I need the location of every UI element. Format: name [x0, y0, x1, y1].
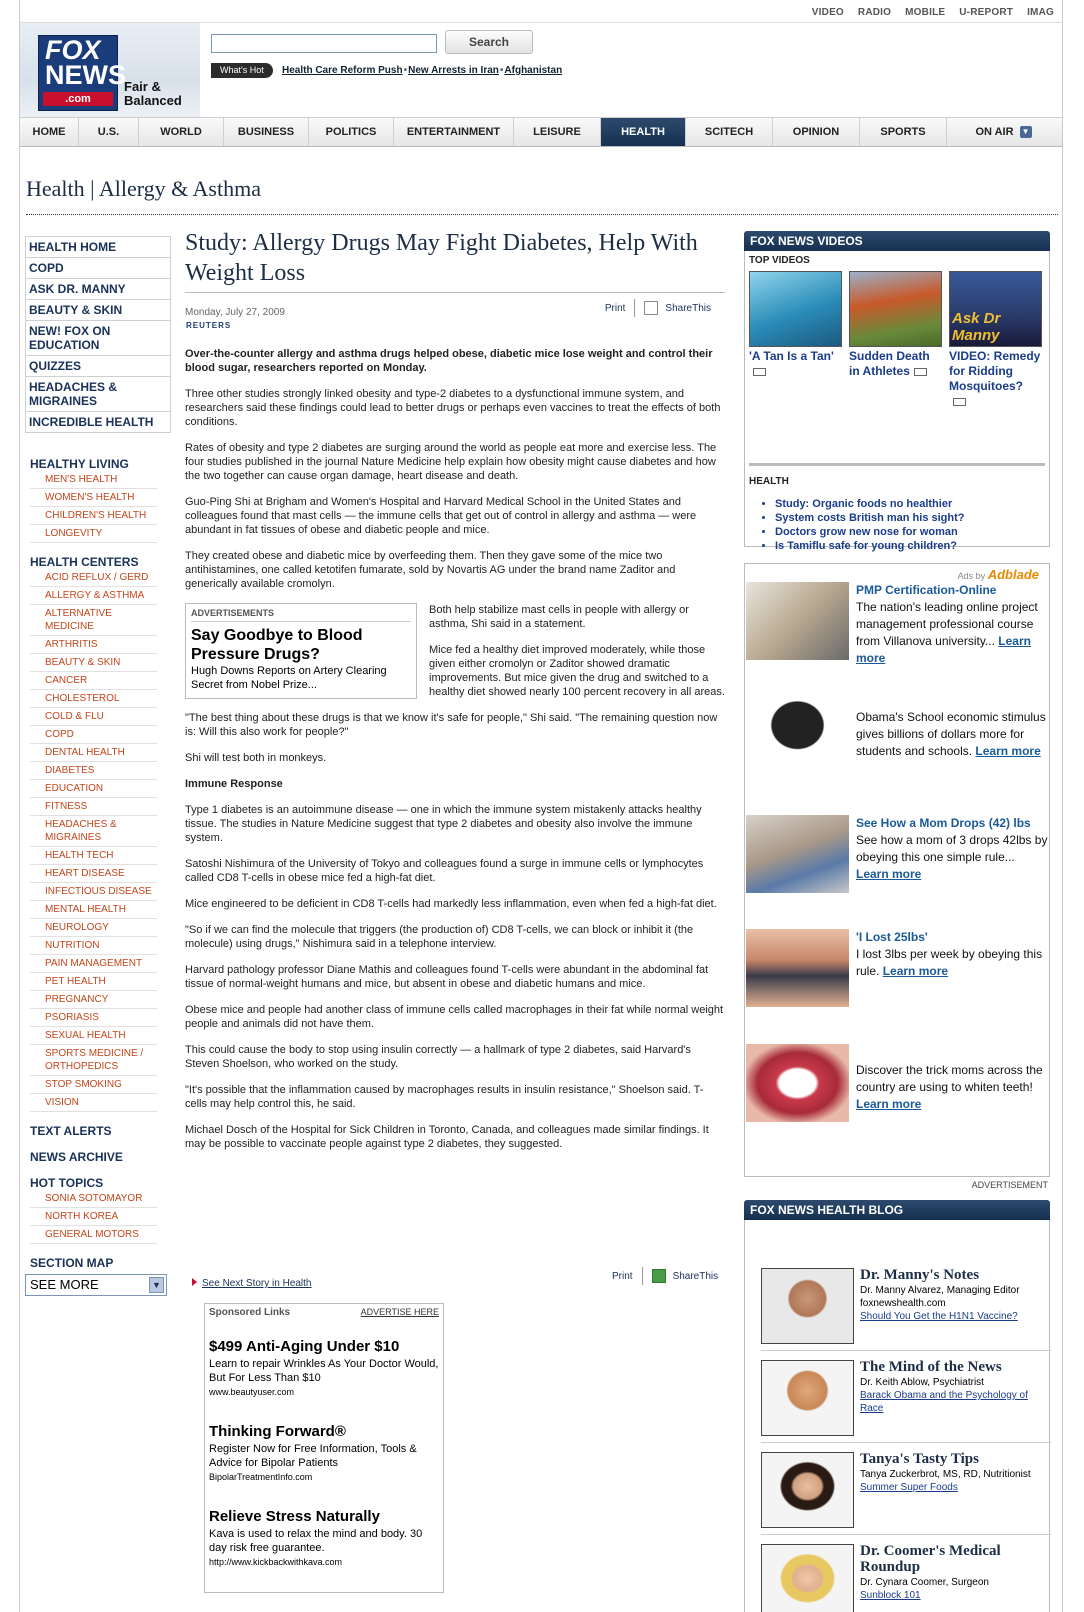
- sponsored-item[interactable]: [209, 1508, 439, 1567]
- ad-title[interactable]: 'I Lost 25lbs': [856, 930, 928, 944]
- health-center-item[interactable]: DENTAL HEALTH: [30, 744, 157, 762]
- hot-topics-heading: HOT TOPICS: [30, 1176, 104, 1190]
- inline-advertisement[interactable]: [185, 603, 417, 699]
- left-health-home[interactable]: HEALTH HOME: [26, 237, 170, 258]
- left-copd[interactable]: COPD: [26, 258, 170, 279]
- sponsored-title: Sponsored Links: [209, 1307, 291, 1318]
- nav-opinion[interactable]: OPINION: [773, 118, 860, 146]
- video-item[interactable]: [949, 271, 1042, 409]
- sponsored-item-desc: Learn to repair Wrinkles As Your Doctor Would, But For Less Than $10: [209, 1358, 439, 1384]
- next-story-link[interactable]: See Next Story in Health: [202, 1278, 312, 1289]
- adblade-box: [744, 563, 1050, 1177]
- video-camera-icon: [753, 368, 766, 376]
- hot-topic-item[interactable]: GENERAL MOTORS: [30, 1226, 157, 1244]
- sponsored-item-desc: Kava is used to relax the mind and body. 30 day risk free guarantee.: [209, 1528, 423, 1554]
- blog-byline: Dr. Cynara Coomer, Surgeon: [860, 1577, 989, 1588]
- adblade-logo[interactable]: Adblade: [987, 567, 1039, 582]
- health-center-item[interactable]: BEAUTY & SKIN: [30, 654, 157, 672]
- blog-link[interactable]: Should You Get the H1N1 Vaccine?: [860, 1311, 1018, 1322]
- learn-more-link[interactable]: Learn more: [856, 1097, 922, 1111]
- learn-more-link[interactable]: Learn more: [882, 964, 949, 978]
- nav-business[interactable]: BUSINESS: [224, 118, 309, 146]
- blog-byline: Tanya Zuckerbrot, MS, RD, Nutritionist: [860, 1469, 1031, 1480]
- video-caption[interactable]: VIDEO: Remedy for Ridding Mosquitoes?: [949, 349, 1041, 393]
- hot-link-afghanistan[interactable]: Afghanistan: [504, 65, 563, 76]
- article-paragraph: Type 1 diabetes is an autoimmune disease — one in which the immune system mistakenly attacks healthy tissue. The studies in Nature Medicine suggest that type 2 diabetes and obesity also involve the immune system.: [185, 804, 702, 844]
- section-map-select[interactable]: SEE MORE ▼: [25, 1274, 167, 1296]
- sponsored-item-title[interactable]: Relieve Stress Naturally: [209, 1508, 380, 1525]
- article-paragraph: "So if we can find the molecule that triggers (the production of) CD8 T-cells, we can block or inhibit it (the molecule) using drugs," Nishimura said in a telephone interview.: [185, 924, 694, 950]
- video-thumbnail[interactable]: [749, 271, 842, 347]
- ad-image[interactable]: [746, 929, 849, 1007]
- article: [185, 228, 725, 1163]
- ad-title[interactable]: See How a Mom Drops (42) lbs: [856, 816, 1031, 830]
- print-link[interactable]: Print: [612, 1270, 633, 1282]
- nav-politics[interactable]: POLITICS: [309, 118, 394, 146]
- health-center-item[interactable]: VISION: [30, 1094, 157, 1112]
- video-caption[interactable]: Sudden Death in Athletes: [849, 349, 930, 378]
- health-center-item[interactable]: PSORIASIS: [30, 1009, 157, 1027]
- left-quizzes[interactable]: QUIZZES: [26, 356, 170, 377]
- health-center-item[interactable]: ARTHRITIS: [30, 636, 157, 654]
- article-date: Monday, July 27, 2009: [185, 307, 285, 318]
- left-nav: [25, 236, 171, 1296]
- left-headaches[interactable]: HEADACHES & MIGRAINES: [26, 377, 170, 412]
- blogger-photo[interactable]: [761, 1360, 854, 1436]
- blogger-photo[interactable]: [761, 1544, 854, 1612]
- nav-world[interactable]: WORLD: [139, 118, 224, 146]
- learn-more-link[interactable]: Learn more: [856, 634, 1031, 665]
- article-paragraph: This could cause the body to stop using insulin correctly — a hallmark of type 2 diabetes, said Harvard's Steven Shoelson, who worked on the study.: [185, 1044, 691, 1070]
- ask-dr-manny-thumb-text: Ask Dr Manny: [952, 310, 1001, 344]
- health-center-item[interactable]: COLD & FLU: [30, 708, 157, 726]
- health-link[interactable]: • Doctors grow new nose for woman: [775, 525, 1045, 539]
- article-paragraph: "It's possible that the inflammation caused by macrophages results in insulin resistance," Shoelson said. T-cells may help control this, he said.: [185, 1084, 704, 1110]
- health-link[interactable]: • Is Tamiflu safe for young children?: [775, 539, 1045, 553]
- health-links: [749, 497, 1045, 553]
- util-video-link[interactable]: VIDEO: [811, 7, 844, 18]
- ad-text: Discover the trick moms across the country are using to whiten teeth!: [856, 1063, 1043, 1094]
- blog-title[interactable]: Dr. Manny's Notes: [860, 1267, 980, 1283]
- whats-hot-links: Health Care Reform Push•New Arrests in Iran•Afghanistan: [282, 65, 563, 76]
- advertise-here-link[interactable]: ADVERTISE HERE: [360, 1307, 439, 1317]
- videos-header: FOX NEWS VIDEOS: [744, 231, 1050, 251]
- advertisement-label: ADVERTISEMENT: [971, 1180, 1048, 1190]
- section-map-heading: SECTION MAP: [30, 1256, 114, 1270]
- tagline: Fair & Balanced: [124, 79, 182, 108]
- hot-link-iran[interactable]: New Arrests in Iran: [408, 65, 499, 76]
- search-input[interactable]: [211, 34, 437, 53]
- health-center-item[interactable]: PREGNANCY: [30, 991, 157, 1009]
- news-archive-link[interactable]: NEWS ARCHIVE: [30, 1150, 123, 1164]
- videos-divider: [749, 463, 1045, 466]
- ad-text: Obama's School economic stimulus gives billions of dollars more for students and schools.: [856, 710, 1046, 758]
- share-link[interactable]: ShareThis: [672, 1270, 719, 1282]
- arrow-right-icon: [192, 1278, 197, 1286]
- blog-title[interactable]: Dr. Coomer's Medical Roundup: [860, 1543, 1001, 1575]
- util-mobile-link[interactable]: MOBILE: [905, 7, 946, 18]
- video-item[interactable]: [749, 271, 842, 409]
- blog-item[interactable]: [761, 1268, 1051, 1344]
- logo-news: NEWS: [45, 60, 126, 90]
- nav-on-air[interactable]: ON AIR ▼: [947, 118, 1060, 146]
- nav-sports[interactable]: SPORTS: [860, 118, 947, 146]
- main-nav: [20, 117, 1062, 147]
- section-divider: [26, 214, 1058, 215]
- search-button[interactable]: Search: [445, 30, 533, 54]
- health-center-item[interactable]: DIABETES: [30, 762, 157, 780]
- ad-title[interactable]: Say Goodbye to Blood Pressure Drugs?: [191, 627, 363, 663]
- learn-more-link[interactable]: Learn more: [856, 867, 922, 881]
- health-link[interactable]: • System costs British man his sight?: [775, 511, 1045, 525]
- ad-image[interactable]: [746, 815, 849, 893]
- nav-home[interactable]: HOME: [20, 118, 79, 146]
- sponsored-item-desc: Register Now for Free Information, Tools & Advice for Bipolar Patients: [209, 1443, 417, 1469]
- video-thumbs: [749, 271, 1045, 409]
- article-paragraph: Rates of obesity and type 2 diabetes are surging around the world as people eat more and exercise less. The four studies published in the journal Nature Medicine help explain how obesity might cause diabetes and how the two together can cause organ damage, heart disease and death.: [185, 442, 717, 482]
- left-ask-dr-manny[interactable]: ASK DR. MANNY: [26, 279, 170, 300]
- print-share-bar: [605, 299, 711, 317]
- left-fox-on-education[interactable]: NEW! FOX ON EDUCATION: [26, 321, 170, 356]
- print-link[interactable]: Print: [604, 302, 626, 314]
- ad-image[interactable]: [746, 1044, 849, 1122]
- blogger-photo[interactable]: [761, 1268, 854, 1344]
- sponsored-item[interactable]: [209, 1423, 439, 1482]
- health-center-item[interactable]: PAIN MANAGEMENT: [30, 955, 157, 973]
- blog-title[interactable]: The Mind of the News: [860, 1359, 1002, 1375]
- sponsored-item-url[interactable]: BipolarTreatmentInfo.com: [209, 1472, 313, 1482]
- healthy-living-list: [25, 471, 171, 543]
- health-center-item[interactable]: HEALTH TECH: [30, 847, 157, 865]
- chevron-down-icon: ▼: [149, 1277, 164, 1293]
- article-meta: [185, 293, 725, 347]
- blog-divider: [761, 1350, 1051, 1351]
- logo-fox: FOX: [45, 35, 101, 65]
- text-alerts-link[interactable]: TEXT ALERTS: [30, 1124, 112, 1138]
- left-sub-item[interactable]: LONGEVITY: [30, 525, 157, 543]
- health-center-item[interactable]: MENTAL HEALTH: [30, 901, 157, 919]
- blog-byline: Dr. Manny Alvarez, Managing Editor foxnewshealth.com: [860, 1285, 1020, 1309]
- health-center-item[interactable]: NEUROLOGY: [30, 919, 157, 937]
- article-headline: Study: Allergy Drugs May Fight Diabetes, Help With Weight Loss: [185, 230, 698, 286]
- header: [20, 22, 1062, 118]
- nav-health[interactable]: HEALTH: [601, 118, 686, 146]
- health-center-item[interactable]: ALLERGY & ASTHMA: [30, 587, 157, 605]
- ad-image[interactable]: [746, 694, 849, 772]
- ad-label: ADVERTISEMENTS: [191, 608, 411, 622]
- share-link[interactable]: ShareThis: [665, 302, 711, 314]
- article-paragraph: They created obese and diabetic mice by overfeeding them. Then they gave some of the mice two antihistamines, one called ketotifen fumarate, sold by Novartis AG under the brand name Zaditor and generically available cromolyn.: [185, 550, 676, 590]
- ads-by-label: Ads by Adblade: [957, 567, 1039, 582]
- article-paragraph: Guo-Ping Shi at Brigham and Women's Hospital and Harvard Medical School in the United States and colleagues found that mast cells — the immune cells that get out of control in allergy and asthma — were abundant in fat tissues of obese and diabetic people and mice.: [185, 496, 697, 536]
- ad-text: I lost 3lbs per week by obeying this rule.: [856, 947, 1043, 978]
- health-center-item[interactable]: NUTRITION: [30, 937, 157, 955]
- article-body: [185, 347, 725, 1151]
- top-videos-label: TOP VIDEOS: [749, 255, 810, 266]
- video-camera-icon: [914, 368, 927, 376]
- utility-nav: [798, 7, 1054, 18]
- sponsored-item-url[interactable]: www.beautyuser.com: [209, 1387, 295, 1397]
- section-title: Health | Allergy & Asthma: [26, 176, 261, 201]
- share-icon[interactable]: [652, 1269, 666, 1283]
- article-paragraph: Mice engineered to be deficient in CD8 T-cells had markedly less inflammation, even when fed a high-fat diet.: [185, 898, 717, 910]
- sponsored-item-title[interactable]: Thinking Forward®: [209, 1423, 346, 1440]
- ad-text[interactable]: Hugh Downs Reports on Artery Clearing Secret from Nobel Prize...: [191, 665, 387, 691]
- next-story: [192, 1278, 312, 1289]
- article-paragraph: Three other studies strongly linked obesity and type-2 diabetes to a dysfunctional immune system, and researchers said these findings could lead to better drugs or perhaps even vaccines to treat the effects of both conditions.: [185, 388, 721, 428]
- blog-item[interactable]: [761, 1452, 1051, 1528]
- video-item[interactable]: [849, 271, 942, 409]
- left-sub-item[interactable]: CHILDREN'S HEALTH: [30, 507, 157, 525]
- health-center-item[interactable]: CANCER: [30, 672, 157, 690]
- nav-us[interactable]: U.S.: [79, 118, 139, 146]
- learn-more-link[interactable]: Learn more: [975, 744, 1041, 758]
- blog-divider: [761, 1442, 1051, 1443]
- health-blog-header: FOX NEWS HEALTH BLOG: [744, 1200, 1050, 1220]
- videos-box: [744, 251, 1050, 552]
- left-incredible-health[interactable]: INCREDIBLE HEALTH: [26, 412, 170, 433]
- left-sub-item[interactable]: WOMEN'S HEALTH: [30, 489, 157, 507]
- article-paragraph: Mice fed a healthy diet improved moderately, while those given either cromolyn or Zaditor showed dramatic improvements. But mice given the drug and switched to a healthy diet showed nearly 100 percent recovery in all areas.: [429, 644, 725, 698]
- util-imag-link[interactable]: IMAG: [1027, 7, 1054, 18]
- logo-domain: .com: [43, 92, 113, 106]
- hot-link-health-care[interactable]: Health Care Reform Push: [282, 65, 403, 76]
- util-radio-link[interactable]: RADIO: [857, 7, 892, 18]
- reuters-logo: REUTERS: [186, 321, 232, 330]
- sponsored-item-title[interactable]: $499 Anti-Aging Under $10: [209, 1338, 400, 1355]
- health-blog-box: [744, 1220, 1050, 1612]
- right-column: [744, 231, 1050, 1612]
- health-center-item[interactable]: SPORTS MEDICINE / ORTHOPEDICS: [30, 1045, 157, 1076]
- blog-item[interactable]: [761, 1360, 1051, 1436]
- video-camera-icon: [953, 398, 966, 406]
- blog-item[interactable]: [761, 1544, 1051, 1612]
- chevron-down-icon: ▼: [1020, 126, 1032, 138]
- article-paragraph: Michael Dosch of the Hospital for Sick Children in Toronto, Canada, and colleagues made similar findings. It may be possible to vaccinate people against type 2 diabetes, they suggested.: [185, 1124, 709, 1150]
- sponsored-links: [204, 1303, 444, 1593]
- left-nav-top-links: [25, 236, 171, 433]
- blog-byline: Dr. Keith Ablow, Psychiatrist: [860, 1377, 984, 1388]
- health-link[interactable]: • Study: Organic foods no healthier: [775, 497, 1045, 511]
- blogger-photo[interactable]: [761, 1452, 854, 1528]
- share-icon[interactable]: [644, 301, 658, 315]
- blog-divider: [761, 1534, 1051, 1535]
- health-center-item[interactable]: HEART DISEASE: [30, 865, 157, 883]
- blog-link[interactable]: Sunblock 101: [860, 1590, 921, 1601]
- health-center-item[interactable]: CHOLESTEROL: [30, 690, 157, 708]
- ad-text: The nation's leading online project management professional course from Villanova university...: [856, 600, 1038, 648]
- article-paragraph: Shi will test both in monkeys.: [185, 752, 327, 764]
- health-centers-list: [25, 569, 171, 1112]
- ad-text: See how a mom of 3 drops 42lbs by obeying this one simple rule...: [856, 833, 1048, 864]
- hot-topic-item[interactable]: NORTH KOREA: [30, 1208, 157, 1226]
- print-share-bar-bottom: [612, 1267, 718, 1285]
- health-center-item[interactable]: ALTERNATIVE MEDICINE: [30, 605, 157, 636]
- health-center-item[interactable]: INFECTIOUS DISEASE: [30, 883, 157, 901]
- article-paragraph: Harvard pathology professor Diane Mathis and colleagues found T-cells were abundant in the abdominal fat tissue of normal-weight humans and mice, but absent in obese and diabetic humans and mice.: [185, 964, 709, 990]
- health-centers-heading[interactable]: HEALTH CENTERS: [30, 555, 139, 569]
- health-center-item[interactable]: EDUCATION: [30, 780, 157, 798]
- hot-topics-list: [25, 1190, 171, 1244]
- ad-image[interactable]: [746, 582, 849, 660]
- health-center-item[interactable]: HEADACHES & MIGRAINES: [30, 816, 157, 847]
- health-center-item[interactable]: ACID REFLUX / GERD: [30, 569, 157, 587]
- sponsored-item[interactable]: [209, 1338, 439, 1397]
- sponsored-item-url[interactable]: http://www.kickbackwithkava.com: [209, 1557, 343, 1567]
- health-center-item[interactable]: PET HEALTH: [30, 973, 157, 991]
- nav-leisure[interactable]: LEISURE: [514, 118, 601, 146]
- article-lede: Over-the-counter allergy and asthma drugs helped obese, diabetic mice lose weight and control their blood sugar, researchers reported on Monday.: [185, 348, 713, 374]
- health-center-item[interactable]: STOP SMOKING: [30, 1076, 157, 1094]
- health-center-item[interactable]: FITNESS: [30, 798, 157, 816]
- article-paragraph: Obese mice and people had another class of immune cells called macrophages in their fat while normal weight people and animals did not have them.: [185, 1004, 724, 1030]
- page: [19, 0, 1063, 1612]
- health-label: HEALTH: [749, 476, 789, 487]
- healthy-living-heading[interactable]: HEALTHY LIVING: [30, 457, 129, 471]
- blog-link[interactable]: Summer Super Foods: [860, 1482, 958, 1493]
- blog-title[interactable]: Tanya's Tasty Tips: [860, 1451, 979, 1467]
- hot-topic-item[interactable]: SONIA SOTOMAYOR: [30, 1190, 157, 1208]
- video-thumbnail[interactable]: [949, 271, 1042, 347]
- video-caption[interactable]: 'A Tan Is a Tan': [749, 349, 834, 363]
- nav-entertainment[interactable]: ENTERTAINMENT: [394, 118, 514, 146]
- left-sub-item[interactable]: MEN'S HEALTH: [30, 471, 157, 489]
- fox-news-logo[interactable]: [38, 35, 126, 111]
- blog-link[interactable]: Barack Obama and the Psychology of Race: [860, 1390, 1028, 1414]
- article-paragraph: Satoshi Nishimura of the University of Tokyo and colleagues found a surge in immune cells or lymphocytes called CD8 T-cells in obese mice fed a high-fat diet.: [185, 858, 704, 884]
- left-beauty-skin[interactable]: BEAUTY & SKIN: [26, 300, 170, 321]
- util-ureport-link[interactable]: U-REPORT: [959, 7, 1014, 18]
- health-center-item[interactable]: COPD: [30, 726, 157, 744]
- health-center-item[interactable]: SEXUAL HEALTH: [30, 1027, 157, 1045]
- article-paragraph: "The best thing about these drugs is that we know it's safe for people," Shi said. "The remaining question now is: Will this also work for people?": [185, 712, 718, 738]
- video-thumbnail[interactable]: [849, 271, 942, 347]
- article-subhead: Immune Response: [185, 778, 283, 790]
- whats-hot-label: What's Hot: [211, 63, 273, 78]
- nav-scitech[interactable]: SCITECH: [686, 118, 773, 146]
- ad-title[interactable]: PMP Certification-Online: [856, 583, 997, 597]
- article-paragraph: Both help stabilize mast cells in people with allergy or asthma, Shi said in a statement.: [429, 604, 689, 630]
